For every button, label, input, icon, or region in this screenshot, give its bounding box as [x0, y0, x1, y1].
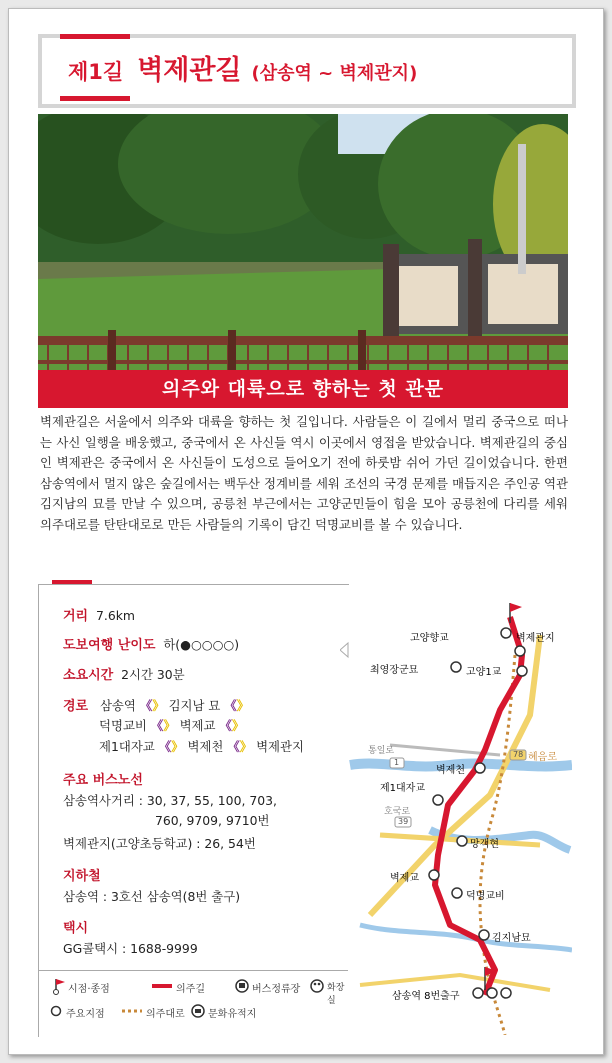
- photo-caption: 의주와 대륙으로 향하는 첫 관문: [38, 370, 568, 408]
- course-stop: 벽제교: [179, 718, 216, 733]
- map-label: 고양향교: [410, 633, 449, 644]
- course-arrow: 》: [231, 718, 245, 733]
- main-point-icon: [475, 763, 485, 773]
- heritage-icon: [501, 628, 511, 638]
- map-label: 통일로: [368, 746, 395, 756]
- legend-uiju-road: 의주대로: [146, 1009, 185, 1020]
- map-label: 최영장군묘: [370, 665, 419, 676]
- course-arrow: 《: [158, 739, 172, 754]
- map-label: 1: [394, 758, 400, 767]
- trail-name: 벽제관길: [137, 55, 242, 86]
- main-point-icon: [473, 988, 483, 998]
- course-row-1: [63, 695, 249, 714]
- map-label: 39: [398, 817, 409, 826]
- time-value: 2시간 30분: [121, 667, 185, 682]
- bus-stop-icon: [236, 980, 248, 992]
- difficulty-value: 하(●○○○○): [163, 637, 240, 652]
- map-legend: [38, 970, 348, 1027]
- course-arrow: 》: [152, 698, 165, 713]
- bus-line-1: 삼송역사거리 : 30, 37, 55, 100, 703,: [63, 793, 277, 808]
- subway-label: 지하철: [63, 869, 101, 884]
- toilet-icon: [311, 980, 323, 992]
- title-accent-top: [60, 34, 130, 39]
- course-row-2: [99, 716, 244, 734]
- bus-line-3: 벽제관지(고양초등학교) : 26, 54번: [63, 836, 256, 851]
- toilet-icon: [515, 646, 525, 656]
- heritage-icon: [479, 930, 489, 940]
- map-label: 제1대자교: [380, 783, 426, 794]
- course-arrow: 》: [239, 739, 253, 754]
- difficulty-row: [63, 634, 239, 653]
- distance-value: 7.6km: [96, 608, 135, 623]
- main-point-icon: [433, 795, 443, 805]
- course-arrow: 《: [150, 718, 164, 733]
- course-row-3: [99, 737, 304, 755]
- course-arrow: 《: [139, 698, 153, 713]
- course-stop: 삼송역: [99, 698, 136, 713]
- legend-bus-stop: 버스정류장: [252, 984, 301, 995]
- main-point-icon: [429, 870, 439, 880]
- legend-heritage: 문화유적지: [208, 1009, 257, 1020]
- map-label: 벽제관지: [516, 633, 555, 644]
- distance-row: [63, 605, 135, 624]
- course-arrow: 》: [171, 739, 184, 754]
- trail-route: (삼송역 ~ 벽제관지): [251, 63, 418, 84]
- map-label: 혜음로: [528, 752, 557, 763]
- flag-icon: [54, 979, 66, 995]
- map-label: 78: [513, 750, 524, 759]
- heritage-icon: [452, 888, 462, 898]
- course-stop: 덕명교비: [99, 718, 147, 733]
- trail-photo: [38, 114, 568, 370]
- title-accent-bottom: [60, 96, 130, 101]
- intro-text: 벽제관길은 서울에서 의주와 대륙을 향하는 첫 길입니다. 사람들은 이 길에서 멀리 중국으로 떠나는 사신 일행을 배웅했고, 중국에서 온 사신들 역시 이곳에서 영접을 받았습니다. 벽제관길의 중심인 벽제관은 중국에서 온 사신들이 도성으로 들어오기 전에 하룻밤 쉬어 가던 길이었습니다. 한편 삼송역에서 멀지 않은 숲길에서는 백두산 정계비를 세워 조선의 국경 문제를 매듭지은 주인공 역관 김지남의 묘를 만날 수 있으며, 공릉천 부근에서는 고양군민들이 힘을 모아 공릉천에 다리를 세워 의주대로를 탄탄대로로 만든 사람들의 기록이 담긴 덕명교비를 볼 수 있습니다.: [40, 414, 568, 532]
- subway-label-row: [63, 865, 101, 884]
- taxi-label-row: [63, 917, 88, 936]
- map-label: 벽제천: [436, 765, 465, 776]
- distance-label: 거리: [63, 609, 89, 624]
- river-3: [360, 925, 572, 950]
- bus-stop-icon: [501, 988, 511, 998]
- map-label: 망객현: [470, 839, 499, 850]
- taxi-value: GG콜택시 : 1688-9999: [63, 941, 198, 956]
- course-arrow: 》: [236, 698, 250, 713]
- heritage-icon: [192, 1005, 204, 1017]
- page-title: [68, 48, 417, 88]
- course-arrow: 》: [163, 718, 176, 733]
- toilet-icon: [487, 988, 497, 998]
- map-label: 덕명교비: [466, 891, 505, 902]
- trail-number: 제1길: [68, 60, 124, 84]
- taxi-label: 택시: [63, 921, 89, 936]
- difficulty-label: 도보여행 난이도: [63, 638, 156, 653]
- main-point-icon: [52, 1007, 61, 1016]
- course-stop: 벽제천: [187, 739, 224, 754]
- course-arrow: 《: [219, 718, 232, 733]
- map-label: 김지남묘: [492, 933, 531, 944]
- legend-main-point: 주요지점: [66, 1009, 105, 1020]
- legend-start-end: 시점·종점: [68, 984, 110, 995]
- heritage-icon: [451, 662, 461, 672]
- course-stop: 김지남 묘: [168, 698, 221, 713]
- route-map: [340, 595, 572, 1035]
- legend-toilet: 화장실: [327, 983, 345, 1006]
- course-label: 경로: [63, 699, 89, 714]
- time-row: [63, 664, 185, 683]
- main-point-icon: [517, 666, 527, 676]
- map-label: 호국로: [384, 807, 411, 817]
- bus-label-row: [63, 769, 143, 788]
- course-arrow: 《: [224, 698, 237, 713]
- bus-label: 주요 버스노선: [63, 773, 143, 788]
- bus-line-2: 760, 9709, 9710번: [155, 813, 270, 828]
- map-label: 벽제교: [390, 873, 419, 884]
- course-stop: 제1대자교: [99, 739, 155, 754]
- map-label: 고양1교: [466, 667, 502, 678]
- map-label: 삼송역 8번출구: [392, 991, 460, 1002]
- main-point-icon: [457, 836, 467, 846]
- photo-illustration: [38, 114, 568, 370]
- subway-value: 삼송역 : 3호선 삼송역(8번 출구): [63, 889, 241, 904]
- course-stop: 벽제관지: [256, 739, 304, 754]
- legend-trail: 의주길: [176, 984, 205, 995]
- time-label: 소요시간: [63, 668, 114, 683]
- course-arrow: 《: [227, 739, 240, 754]
